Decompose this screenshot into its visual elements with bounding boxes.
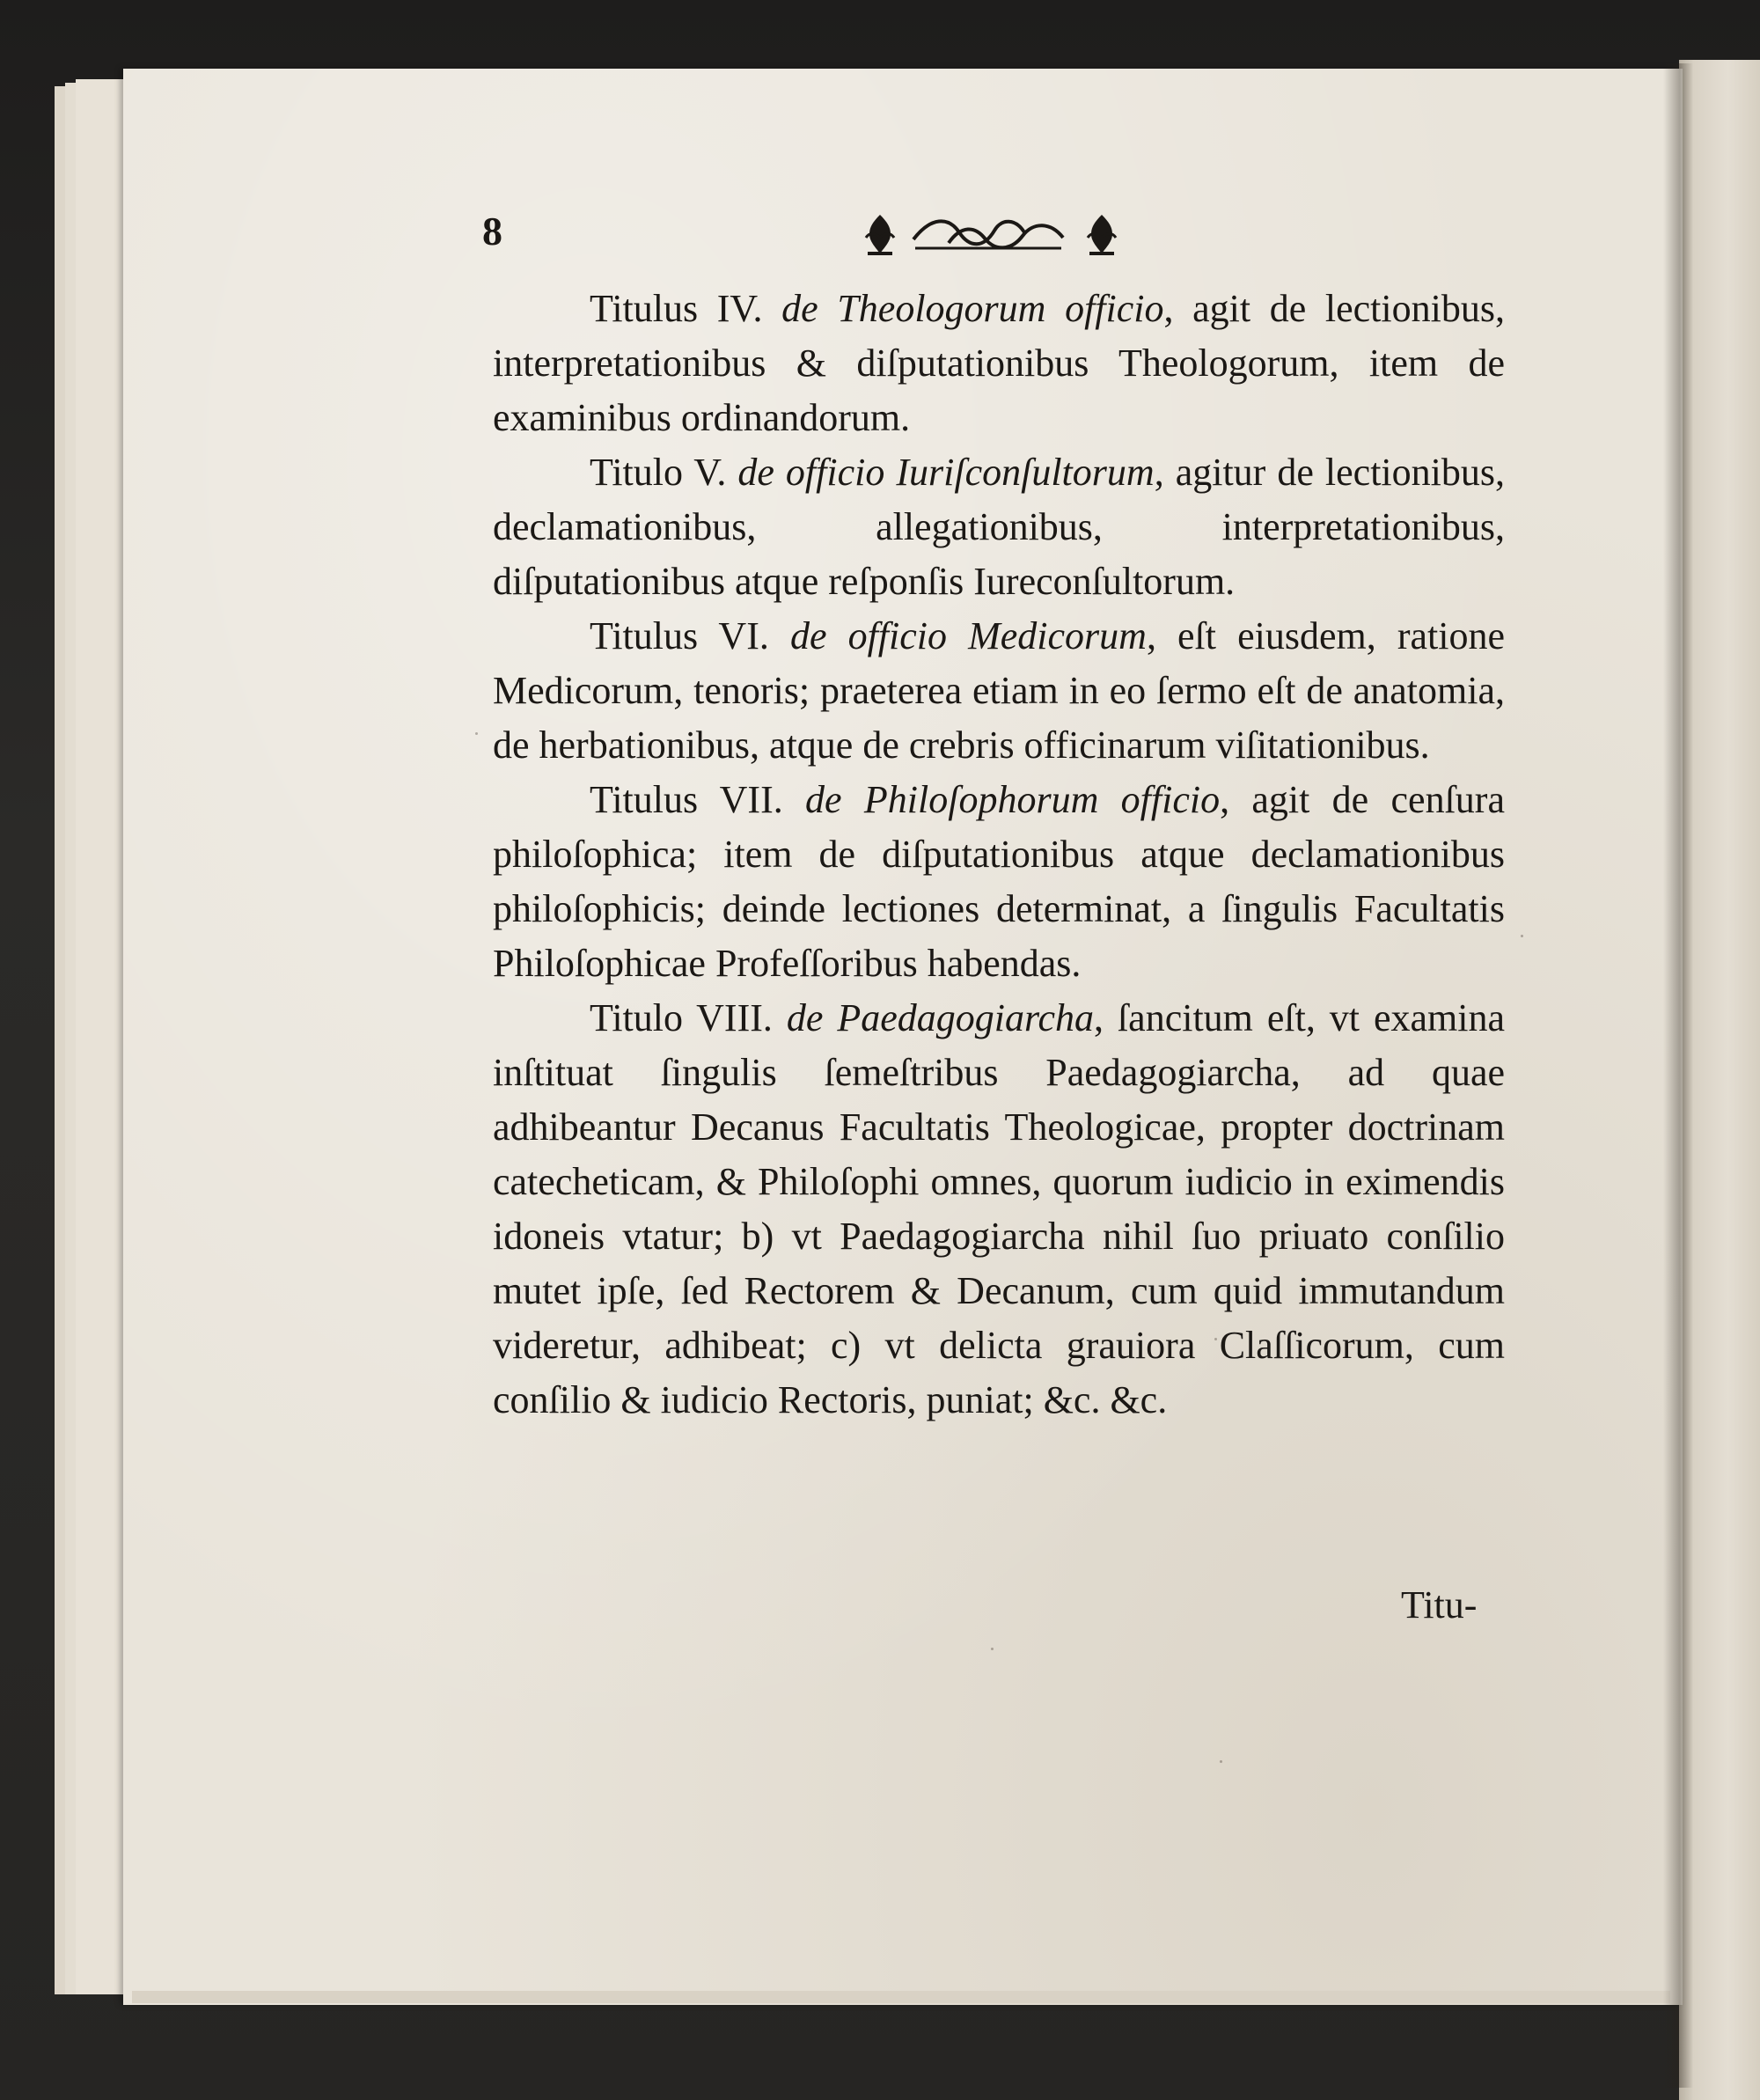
paragraph-title: de Philoſophorum officio xyxy=(805,778,1221,821)
paragraph-body: , agit de cenſura philoſophica; item de diſputationibus atque declamationibus philoſophicis; deinde lectiones determinat, a ſingulis Facultatis Philoſophicae Profeſſoribus habendas. xyxy=(493,778,1505,985)
paper-speck xyxy=(991,1648,994,1650)
gutter-shadow xyxy=(1663,63,1693,2088)
paragraph-lead: Titulus VI. xyxy=(590,614,790,657)
page-bottom-edge xyxy=(132,1991,1670,2003)
paragraph-title: de officio Medicorum xyxy=(789,614,1147,657)
paper-speck xyxy=(1521,935,1523,937)
paragraph-lead: Titulus VII. xyxy=(590,778,806,821)
paragraph-titulo-viii xyxy=(493,991,1505,1428)
paragraph-titulus-vi xyxy=(493,609,1505,773)
paragraph-titulus-vii xyxy=(493,773,1505,991)
paragraph-titulus-iv xyxy=(493,282,1505,445)
paragraph-lead: Titulo V. xyxy=(590,451,738,494)
paragraph-lead: Titulus IV. xyxy=(590,287,782,330)
paragraph-lead: Titulo VIII. xyxy=(590,996,787,1039)
text-block xyxy=(493,282,1505,1428)
paragraph-body: , agitur de lectionibus, declamationibus, allegationibus, interpretationibus, diſputationibus atque reſponſis Iureconſultorum. xyxy=(493,451,1505,603)
ornament-icon xyxy=(852,208,1135,261)
paragraph-title: de officio Iuriſconſultorum xyxy=(737,451,1155,494)
page-number: 8 xyxy=(482,209,502,253)
paragraph-body: , ſancitum eſt, vt examina inſtituat ſingulis ſemeſtribus Paedagogiarcha, ad quae adhibeantur Decanus Facultatis Theologicae, propter doctrinam catecheticam, & Philoſophi omnes, quorum iudicio in eximendis idoneis vtatur; b) vt Paedagogiarcha nihil ſuo priuato conſilio mutet ipſe, ſed Rectorem & Decanum, cum quid immutandum videretur, adhibeat; c) vt delicta grauiora Claſſicorum, cum conſilio & iudicio Rectoris, puniat; &c. &c. xyxy=(493,996,1505,1421)
paragraph-titulo-v xyxy=(493,445,1505,609)
paragraph-title: de Paedagogiarcha xyxy=(786,996,1094,1039)
paper-speck xyxy=(475,732,478,735)
catchword: Titu- xyxy=(1401,1583,1478,1626)
paragraph-body: , agit de lectionibus, interpretationibus & diſputationibus Theologorum, item de examinibus ordinandorum. xyxy=(493,287,1505,439)
paragraph-body: , eſt eiusdem, ratione Medicorum, tenoris; praeterea etiam in eo ſermo eſt de anatomia, de herbationibus, atque de crebris officinarum viſitationibus. xyxy=(493,614,1505,767)
paragraph-title: de Theologorum officio xyxy=(781,287,1164,330)
paper-speck xyxy=(1220,1760,1222,1763)
